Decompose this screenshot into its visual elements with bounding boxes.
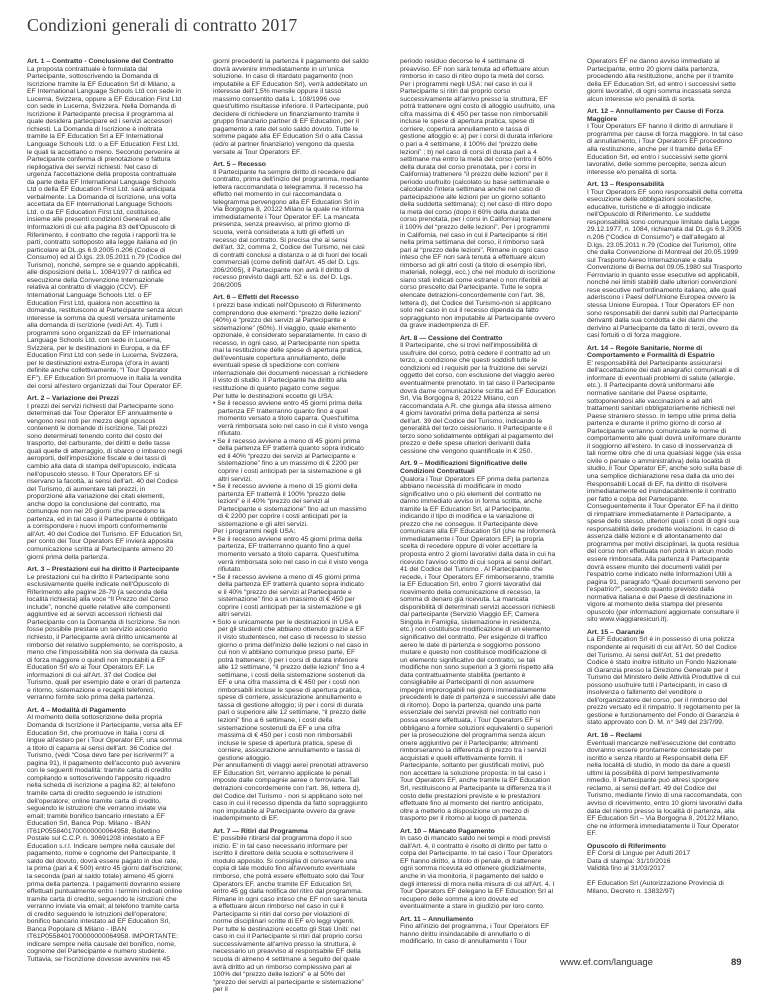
- paragraph: periodo residuo decorse le 4 settimane di preavviso. EF non sarà tenuta ad effettuare alcun rimborso in caso di ritiro dopo la metà del corso.: [400, 58, 549, 81]
- section-heading: Art. 10 – Mancato Pagamento: [400, 827, 495, 835]
- paragraph: I prezzi dei servizi richiesti dal Partecipante sono determinati dai Tour Operator EF annualmente e vengono resi noti per mezzo degli opuscoli contenenti le domande di iscrizione. Tali prezzi sono determinati tenendo conto del costo del trasporto, del carburante, dei diritti e delle tasse quali quelle di atterraggio, di sbarco o imbarco negli aeroporti, dell'imposizione fiscale e dei tassi di cambio alla data di stampa dell'opuscolo, indicata nell'opuscolo stesso. Il Tour Operators EF si riservano la facoltà, ai sensi dell'art. 40 del Codice del Turismo, di aumentare tali prezzi, in proporzione alla variazione dei citati elementi, anche dopo la conclusione del contratto, ma comunque non nei 20 giorni che precedono la partenza, ed in tal caso il Partecipante è obbligato a corrispondere i nuovi importi conformemente all'Art. 40 del Codice del Turismo. EF Education Srl, per conto dei Tour Operators EF invierà apposita comunicazione scritta al Partecipante almeno 20 giorni prima della partenza.: [27, 402, 183, 561]
- section-heading: Art. 16 – Reclami: [587, 732, 642, 740]
- section-heading: Art. 6 – Effetti del Recesso: [213, 294, 299, 302]
- paragraph: giorni precedenti la partenza il pagamento del saldo dovrà avvenire immediatamente in un'unica soluzione. In caso di ritardato pagamento (non imputabile a EF Education Srl), verrà addebitato un interesse dell'1,5% mensile oppure il tasso massimo consentito dalla L. 108/1996 ove quest'ultimo risultasse inferiore. Il Partecipante, può decidere di richiedere un finanziamento tramite il gruppo finanziario partner di EF Education, per il pagamento a rate del solo saldo dovuto. Tutte le somme pagate alla EF Education Srl o alla Cassa (ed/o al partner finanziario) vengono da questa versate ai Tour Operators EF.: [213, 58, 369, 156]
- section-heading: Art. 4 – Modalità di Pagamento: [27, 706, 126, 714]
- reference-line: EF Corsi di Lingue per Adulti 2017: [587, 850, 691, 858]
- text-column-2: [213, 58, 369, 994]
- section-heading: Art. 9 – Modificazioni Significative delle Condizioni Contrattuali: [400, 460, 528, 475]
- bullet-item: • Se il recesso avviene entro 45 giorni prima della partenza EF tratterranno quanto fino a quel momento versato a titolo caparra. Quest'ultima verrà rimborsata solo nel caso in cui il visto venga rifiutato.: [213, 400, 368, 438]
- paragraph: Operators EF ne danno avviso immediato al Partecipante, entro 20 giorni dalla partenza, procedendo alla restituzione, anche per il tramite della EF Education Srl, ed entro i successivi sette giorni lavorativi, di ogni somma incassata senza alcun interesse e/o penalità di sorta.: [587, 58, 736, 103]
- paragraph: I Tour Operators EF sono responsabili della corretta esecuzione delle obbligazioni scolastiche, educative, turistiche e di alloggio indicate nell'Opuscolo di Riferimento. Le suddette responsabilità sono comunque limitate dalla Legge 29.12.1977, n. 1084, richiamata dal DL.gs 6.9.2005 n.206 (“Codice di Consumo”) e dall'allegato al D.lgs. 23.05.2011 n.79 (Codice del Turismo), oltre che dalla Convenzione di Montreal del 20.05.1999 sul Trasporto Aereo Internazionale e dalla Convenzione di Berna del 09.05.1980 sul Trasporto Ferroviario in quanto esse esecutive ed applicabili, nonché nei limiti stabiliti dalle ulteriori convenzioni rese esecutive nell'ordinamento italiano, alle quali aderiscono i Paesi dell'Unione Europea ovvero la stessa Unione Europea. I Tour Operators EF non sono responsabili dei danni subiti dal Partecipante derivanti dalla sua condotta e dei danni che derivino al Partecipante da fatto di terzi, ovvero da casi fortuiti o di forza maggiore.: [587, 188, 743, 340]
- paragraph: E' possibile ritirarsi dal programma dopo il suo inizio. E' in tal caso necessario informare per iscritto il direttore della scuola e sottoscrivere il modulo apposito. Si consiglia di conservare una copia di tale modulo fino all'avvenuto eventuale rimborso, che potrà essere effettuato solo dai Tour Operators EF, anche tramite EF Education Srl, entro 45 gg dalla notifica del ritiro dal programma. Rimane in ogni caso inteso che EF non sarà tenuta a effettuare alcun rimborso nel caso in cui il Partecipante si ritiri dal corso per violazioni di norme disciplinari scritte di EF e/o leggi vigenti.: [213, 835, 368, 926]
- paragraph: E' responsabilità del Partecipante assicurarsi dell'accettazione dei dati anagrafici comunicati e di informare di eventuali problemi di salute (allergie, etc.). Il Partecipante dovrà uniformarsi alle normative sanitarie del Paese ospitante, sottoponendosi alle vaccinazioni e ad altri trattamenti sanitari obbligatoriamente richiesti nel Paese straniero stesso. In tempo utile prima della partenza e durante il primo giorno di corso al Partecipante verranno comunicate le norme di comportamento alle quali dovrà uniformare durante il soggiorno all'estero. In caso di inosservanza di tali norme oltre che di una qualsiasi legge (sia essa civile o penale o amministrativa) della località di studio, il Tour Operator EF, anche solo sulla base di una semplice dichiarazione resa dalla da uno dei Responsabili Locali di EF, ha diritto di risolvere immediatamente ed insindacabilmente il contratto per fatto e colpa del Partecipante. Conseguentemente il Tour Operator EF ha il diritto di rimpatriare immediatamente il Partecipante, a spese dello stesso, ulteriori quali i costi di ogni sua responsabilità delle predette violazioni. In caso di assenza dalle lezioni e di allontanamento dal programma per motivi disciplinari, la quota residua del corso non effettuata non potrà in alcun modo essere rimborsata. Alla partenza il Partecipante dovrà essere munito dei documenti validi per l'espatrio come indicato nelle Informazioni Utili a pagina 91, paragrafo “Quali documenti servono per l'espatrio?”, secondo quanto previsto dalla normativa italiana e del Paese di destinazione in vigore al momento della stampa del presente opuscolo (per informazioni aggiornate consultare il sito www.viaggiaresicuri.it).: [587, 359, 742, 624]
- paragraph: In caso di mancato saldo nei tempi e modi previsti dall'Art. 4, il contratto è risolto di diritto per fatto o colpa del Partecipante. In tal caso i Tour Operators EF hanno diritto, a titolo di penale, di trattenere ogni somma ricevuta ed ottenere giudizialmente, anche in via monitoria, il pagamento del saldo e degli interessi di mora nella misura di cui all'Art. 4. I Tour Operators EF delegano la EF Education Srl al recupero delle somme a loro dovute ed eventualmente a stare in giudizio per loro conto.: [400, 835, 555, 911]
- page-number: 89: [731, 957, 742, 968]
- text-column-4: [587, 58, 743, 942]
- section-heading: Art. 11 – Annullamento: [400, 915, 474, 923]
- paragraph: Qualora i Tour Operators EF prima della partenza abbiano necessità di modificare in modo significativo uno o più elementi del contratto ne danno immediato avviso in forma scritta, anche tramite la EF Education Srl, al Partecipante, indicando il tipo di modifica e la variazione di prezzo che ne consegue. Il Partecipante deve comunicare alla EF Education Srl (che ne informerà immediatamente i Tour Operators EF) la propria scelta di recedere oppure di voler accettare la proposta entro 2 giorni lavorativi dalla data in cui ha ricevuto l'avviso scritto di cui sopra ai sensi dell'art. 41 del Codice del Turismo . Al Partecipante che recede, i Tour Operators EF rimborseranno, tramite la EF Education Srl, entro 7 giorni lavorativi dal ricevimento della comunicazione di recesso, la somma di denaro già ricevuta. La mancata disponibilità di determinati servizi accessori richiesti dal partecipante (Servizio Viaggio EF, Camera Singola in Famiglia, sistemazione in residenza, etc.) non costituisce modificazione di un elemento significativo del contratto. Per esigenze di traffico aereo le date di partenza e soggiorno possono mutare e questo non costituisce modificazione di un elemento significativo del contratto, se tali modifiche non sono superiori a 3 giorni rispetto alla data contrattualmente stabilita (pertanto è consigliabile ai Partecipanti di non assumere impegni improrogabili nei giorni immediatamente precedenti le date di partenza e successivi alle date di ritorno). Dopo la partenza, quando una parte essenziale dei servizi previsti nel contratto non possa essere effettuata, i Tour Operators EF si obbligano a fornire soluzioni equivalenti o superiori per la prosecuzione del programma senza alcun onere aggiuntivo per il Partecipante; altrimenti rimborseranno la differenza di prezzo tra i servizi acquistati e quelli effettivamente forniti. Il Partecipante, soltanto per giustificati motivi, può non accettare la soluzione proposta: in tal caso i Tour Operators EF, anche tramite la EF Education Srl, restituiscono al Partecipante la differenza tra il costo delle prestazioni previste e le prestazioni effettuate fino al momento del rientro anticipato, oltre a metterlo a disposizione un mezzo di trasporto per il ritorno al luogo di partenza.: [400, 475, 556, 823]
- paragraph: Per i programmi negli USA:: [213, 528, 296, 536]
- bullet-item: • Se il recesso avviene a meno di 45 giorni prima della partenza EF tratterrà quanto sopra indicato e il 40% “prezzo dei servizi al Partecipante e sistemazione” fino a un massimo di € 450 per coprire i costi anticipati per la sistemazione e gli altri servizi.: [213, 573, 364, 619]
- section-heading: Art. 5 – Recesso: [213, 161, 266, 169]
- paragraph: Il Partecipante, che si trovi nell'impossibilità di usufruire del corso, potrà cedere il contratto ad un terzo, a condizione che questi soddisfi tutte le condizioni ed i requisiti per la fruizione dei servizi oggetto del corso, con esclusione del viaggio aereo eventualmente prenotato. In tal caso il Partecipante dovrà darne comunicazione scritta ad EF Education Srl, Via Borgogna 8, 20122 Milano, con raccomandata A.R. che giunga alla stessa almeno 4 giorni lavorativi prima della partenza ai sensi dell'art. 39 del Codice del Turismo, indicando le generalità del terzo cessionario. Il Partecipante e il terzo sono solidalmente obbligati al pagamento del prezzo e delle spese ulteriori derivanti dalla cessione che vengono quantificate in € 250.: [400, 342, 556, 455]
- text-column-1: [27, 58, 183, 963]
- paragraph: La proposta contrattuale è formulata dal Partecipante, sottoscrivendo la Domanda di Iscrizione tramite la EF Education Srl di Milano, a EF International Language Schools Ltd con sede in Lucerna, Svizzera, oppure a EF Education First Ltd con sede in Lucerna, Svizzera. Nella Domanda di Iscrizione il Partecipante precisa il programma al quale desidera partecipare ed i servizi accessori richiesti. La Domanda di Iscrizione è inoltrata tramite la EF Education Srl a EF International Language Schools Ltd. o a EF Education First Ltd, le quali la accettano o meno. Secondo pervenire al Partecipante conferma di prenotazione o fattura riepilogativa dei servizi richiesti. Nel caso di urgenza l'accettazione della proposta contrattuale da parte della EF International Language Schools Ltd o della EF Education First Ltd. sarà anticipata verbalmente. La Domanda di Iscrizione, una volta accettata da EF International Language Schools Ltd. o da EF Education First Ltd, costituisce, insieme alle presenti condizioni Generali ed alle Informazioni di cui alla pagina 83 dell'Opuscolo di Riferimento, il contratto che regola i rapporti tra le parti, contratto sottoposto alla legge italiana ed (in particolare al DL.gs 6.9.2005 n.206 (Codice di Consumo) ed al D.lgs. 23.05.2011 n.79 (Codice del Turismo), nonché, sempre se e quando applicabili, alle disposizioni della L. 1084/1977 di ratifica ed esecuzione della Convenzione Internazionale relativa al contratto di viaggio (CCV). EF International Language Schools Ltd. o EF Education First Ltd, qualora non accettino la domanda, restituiscono al Partecipante senza alcun interesse la somma da questi versata unitamente alla domanda di iscrizione (vedi Art. 4). Tutti i programmi sono organizzati da EF International Language Schools Ltd. con sede in Lucerna, Svizzera, per le destinazioni in Europa, e da EF Education First Ltd con sede in Lucerna, Svizzera, per le destinazioni extra-Europa (d'ora in avanti definite anche collettivamente, “I Tour Operator EF”). EF Education Srl promuove in Italia la vendita dei corsi all'estero organizzati dai Tour Operator EF.: [27, 65, 183, 390]
- paragraph: Per i programmi negli USA: nel caso in cui il Partecipante si ritiri dal proprio corso successivamente all'arrivo presso la struttura, EF potrà trattenere ogni costo di alloggio usufruito, una cifra massima di € 450 per tasse non rimborsabili incluse le spese di apertura pratica, spese di corriere, copertura annullamento e tassa di gestione alloggio e: a) per i corsi di durata inferiore o pari a 4 settimane, il 100% del “prezzo delle lezioni” ; b) nel caso di corsi di durata pari a 4 settimane ma entro la metà del corso (entro il 60% della durata del corso prenotata, per i corsi in California) trattenere “il prezzo delle lezioni” per il periodo usufruito (calcolato su base settimanale e calcolando l'intera settimana anche nel caso di partecipazione alle lezioni per un giorno soltanto della suddetta settimana); c) nel caso di ritiro dopo la metà del corso (dopo il 60% della durata del corso prenotata, per i corsi in California) trattenere il 100% del “prezzo delle lezioni”. Per i programmi in California, nel caso in cui il Partecipante si ritiri nella prima settimana del corso, il rimborso sarà pari al “prezzo delle lezioni”. Rimane in ogni caso inteso che EF non sarà tenuta a effettuare alcun rimborso ad gli altri costi (a titolo di esempio libri, materiali, noleggi, ecc.) che nel modulo di iscrizione siano stati indicati come estranei o non riferibili al corso prescelto dal Partecipante. Tutte le sopra elencate detrazioni-concordemente con l'art. 36, lettera d), del Codice del Turismo-non si applicano solo nel caso in cui il recesso dipenda da fatto sopraggiunto non imputabile al Partecipante ovvero da grave inadempienza di EF.: [400, 80, 556, 330]
- section-heading: Art. 12 – Annullamento per Cause di Forza Maggiore: [587, 108, 724, 123]
- reference-line: Data di stampa: 31/10/2016: [587, 857, 671, 865]
- paragraph: Le prestazioni cui ha diritto il Partecipante sono esclusivamente quelle indicate nell'Opuscolo di Riferimento alle pagine 28-79 (a seconda della località richiesta) alla voce “Il Prezzo del Corso include”, nonché quelle relative alle componenti aggiuntive ed ai servizi accessori richiesti dal Partecipante con la Domanda di Iscrizione. Se non fosse possibile prestare un servizio accessorio richiesto, il Partecipante avrà diritto unicamente al rimborso del relativo supplemento, se corrisposto, a meno che l'impossibilità non sia derivata da causa di forza maggiore o quindi non imputabili a EF Education Srl e/o ai Tour Operators EF. Le informazioni di cui all'Art. 37 del Codice del Turismo, quali per esempio date e orari di partenza e ritorno, sistemazione e recapiti telefonici, verranno fornite solo prima della partenza.: [27, 573, 183, 702]
- paragraph: Per tutte le destinazioni eccetto gli USA:: [213, 392, 334, 400]
- paragraph: Per tutte le destinazioni eccetto gli Stati Uniti: nel caso in cui il Partecipante si ritiri dal proprio corso successivamente all'arrivo presso la struttura, è necessario un preavviso al responsabile EF della scuola di almeno 4 settimane a seguito del quale avrà diritto ad un rimborso complessivo pari al 100% del “prezzo delle lezioni” e al 50% del “prezzo dei servizi al partecipante e sistemazione” per il: [213, 925, 364, 994]
- bullet-item: • Se il recesso avviene a meno di 45 giorni prima della partenza EF tratterrà quanto sopra indicato ed il 40% “prezzo dei servizi al Partecipante e sistemazione” fino a un massimo di € 2200 per coprire i costi anticipati per la sistemazione e gli altri servizi.: [213, 437, 364, 483]
- section-heading: Art. 1 – Contratto - Conclusione del Contratto: [27, 58, 174, 65]
- page-title: Condizioni generali di contratto 2017: [27, 15, 298, 35]
- paragraph: Fino all'inizio del programma, i Tour Operators EF hanno diritto insindacabile di annullarlo o di modificarlo. In caso di annullamento i Tour: [400, 923, 550, 946]
- reference-line: Validità fino al 31/03/2017: [587, 865, 665, 873]
- paragraph: I prezzi base indicati nell'Opuscolo di Riferimento comprendono due elementi: “prezzo delle lezioni” (40%) e “prezzo dei servizi al Partecipante e sistemazione” (60%). Il viaggio, quale elemento opzionale, è considerato separatamente. In caso di recesso, in ogni caso, al Partecipante non spetta mai la restituzione delle spese di apertura pratica, dell'eventuale copertura annullamento, delle eventuali spese di spedizione con corriere internazionale dei documenti necessari a richiedere il visto di studio. Il Partecipante ha diritto alla restituzione di quanto pagato come segue.: [213, 301, 368, 392]
- section-heading: Art. 8 — Cessione del Contratto: [400, 334, 503, 342]
- bullet-item: • Se il recesso avviene entro 45 giorni prima della partenza, EF tratterranno quanto fino a quel momento versato a titolo caparra. Quest'ultima verrà rimborsata solo nel caso in cui il visto venga rifiutato.: [213, 535, 368, 574]
- section-heading: Art. 15 – Garanzie: [587, 628, 645, 636]
- footnote: EF Education Srl (Autorizzazione Provincia di Milano, Decreto n. 13832/97): [587, 880, 724, 895]
- bullet-item: • Solo e unicamente per le destinazioni in USA e per gli studenti che abbiano ottenuto grazie a EF il visto studentesco, nel caso di recesso lo stesso giorno o prima dell'inizio delle lezioni o nel caso in cui non vi abbiano comunque preso parte, EF potrà trattenere: i) per i corsi di durata inferiore alle 12 settimane, “il prezzo delle lezioni” fino a 4 settimane, i costi della sistemazione sostenuti da EF e una cifra massima di € 450 per i costi non rimborsabili incluse le spese di apertura pratica, spese di corriere, assicurazione annullamento e tassa di gestione alloggio; ii) per i corsi di durata pari o superiore alle 12 settimane, “il prezzo delle lezioni” fino a 6 settimane, i costi della sistemazione sostenuti da EF e una cifra massima di € 450 per i costi non rimborsabili incluse le spese di apertura pratica, spese di corriere, assicurazione annullamento e tassa di gestione alloggio.: [213, 618, 369, 762]
- section-heading: Art. 14 – Regole Sanitarie, Norme di Comportamento e Formalità di Espatrio: [587, 344, 715, 360]
- bullet-item: • Se il recesso avviene a meno di 15 giorni della partenza EF tratterrà il 100% “prezzo delle lezioni” e il 40% “prezzo dei servizi al Partecipante e sistemazione” fino ad un massimo di € 2200 per coprire i costi anticipati per la sistemazione e gli altri servizi.: [213, 483, 367, 528]
- paragraph: I Tour Operators EF hanno il diritto di annullare il programma per cause di forza maggiore. In tal caso di annullamento, i Tour Operators EF procedono alla restituzione, anche per il tramite della EF Education Srl, ed entro i successivi sette giorni lavorativi, delle somme percepite, senza alcun interesse e/o penalità di sorta.: [587, 123, 743, 176]
- footer-website-link[interactable]: www.ef.com/language: [560, 957, 653, 968]
- section-heading: Art. 3 – Prestazioni cui ha diritto il Partecipante: [27, 566, 180, 574]
- section-heading: Art. 2 – Variazione dei Prezzi: [27, 395, 119, 403]
- paragraph: Per annullamenti di viaggi aerei prenotati attraverso EF Education Srl, verranno applicate le penali imposte dalle compagnie aeree o ferroviarie. Tali detrazioni concordemente con l'art. 36, lettera d), del Codice del Turismo - non si applicano solo nel caso in cui il recesso dipenda da fatto sopraggiunto non imputabile al Partecipante ovvero da grave inadempimento di EF.: [213, 762, 369, 823]
- section-heading: Opuscolo di Riferimento: [587, 842, 666, 850]
- section-heading: Art. 13 – Responsabilità: [587, 181, 665, 189]
- text-column-3: [400, 58, 556, 946]
- section-heading: Art. 7 — Ritiri dal Programma: [213, 827, 308, 835]
- paragraph: Il Partecipante ha sempre diritto di recedere dal contratto, prima dell'inizio del programma, mediante lettera raccomandata o telegramma. Il recesso ha effetto nel momento in cui raccomandata o telegramma pervengono alla EF Education Srl in Via Borgogna 8, 20122 Milano la quale ne informa immediatamente i Tour Operator EF. La mancata presenza, senza preavviso, al primo giorno di scuola, verrà considerata a tutti gli effetti un recesso dal contratto. Si precisa che ai sensi dell'art. 32, comma 2, Codice del Turismo, nei casi di contratti conclusi a distanza o al di fuori dei locali commerciali (come definiti dall'Art. 45 del D. Lgs. 206/2005), il Partecipante non avrà il diritto di recesso previsto dagli artt. 52 e ss. del D. Lgs. 206/2005: [213, 168, 369, 289]
- paragraph: La EF Education Srl è in possesso di una polizza rispondente ai requisiti di cui all'Art. 50 del Codice del Turismo. Ai sensi dell'Art. 51 del predetto Codice è stato inoltre istituito un Fondo Nazionale di Garanzia presso la Direzione Generale per il Turismo del Ministero delle Attività Produttive di cui possono usufruire tutti i Partecipanti, in caso di insolvenza o fallimento del venditore o dell'organizzatore del corso, per il rimborso del prezzo versato ed il rimpatrio. Il regolamento per la gestione e funzionamento del Fondo di Garanzia è stato approvato con D. M. n° 349 del 23/7/99.: [587, 636, 741, 727]
- paragraph: Eventuali mancanze nell'esecuzione del contratto dovranno essere prontamente contestate per iscritto e senza ritardo al Responsabili della EF nella località di studio, in modo da dare a questi ultimi la possibilità di porvi tempestivamente rimedio. Il Partecipante può altresì sporgere reclamo, ai sensi dell'art. 49 del Codice del Turismo, mediante l'invio di una raccomandata, con avviso di ricevimento, entro 10 giorni lavorativi dalla data del rientro presso la località di partenza, alla EF Education Srl – Via Borgogna 8, 20122 Milano, che ne informerà immediatamente il Tour Operator EF.: [587, 739, 743, 838]
- paragraph: Al momento della sottoscrizione della propria Domanda di Iscrizione il Partecipante, versa alla EF Education Srl, che promuove in Italia i corsi di lingue all'estero per i Tour Operator EF, una somma a titolo di caparra ai sensi dell'art. 36 Codice del Turismo, (vedi “Cosa devo fare per iscrivermi?” a pagina 91), Il pagamento dell'acconto può avvenire con le seguenti modalità: tramite carta di credito compilando e sottoscrivendo l'apposito riquadro nella scheda di iscrizione a pagina 82; al telefono tramite carta di credito seguendo le istruzioni dell'operatore; online tramite carta di credito, seguendo le istruzioni che verranno inviate via email; tramite bonifico bancario intestato a EF Education Srl, Banca Pop. Milano - IBAN IT61P0558401700000000064958; Bollettino Postale sul C.C.P. n. 30691208 intestato a EF Education s.r.l. Indicare sempre nella causale del pagamento, nome e cognome del Partecipante. Il saldo del dovuto, dovrà essere pagato in due rate, la prima (pari a € 500) entro 45 giorni dall'iscrizione; la seconda (pari al saldo totale) almeno 45 giorni prima della partenza. I pagamenti dovranno essere effettuati puntualmente entro i termini indicati online tramite carta di credito, seguendo le istruzioni che verranno inviate via email; al telefono tramite carta di credito seguendo le istruzioni dell'operatore; bonifico bancario intestato ad EF Education Srl, Banca Popolare di Milano - IBAN IT61P0558401700000000064958. IMPORTANTE: indicare sempre nella causale del bonifico, nome, cognome del Partecipante e numero studente. Tuttavia, se l'iscrizione dovesse avvenire nei 45: [27, 714, 183, 963]
